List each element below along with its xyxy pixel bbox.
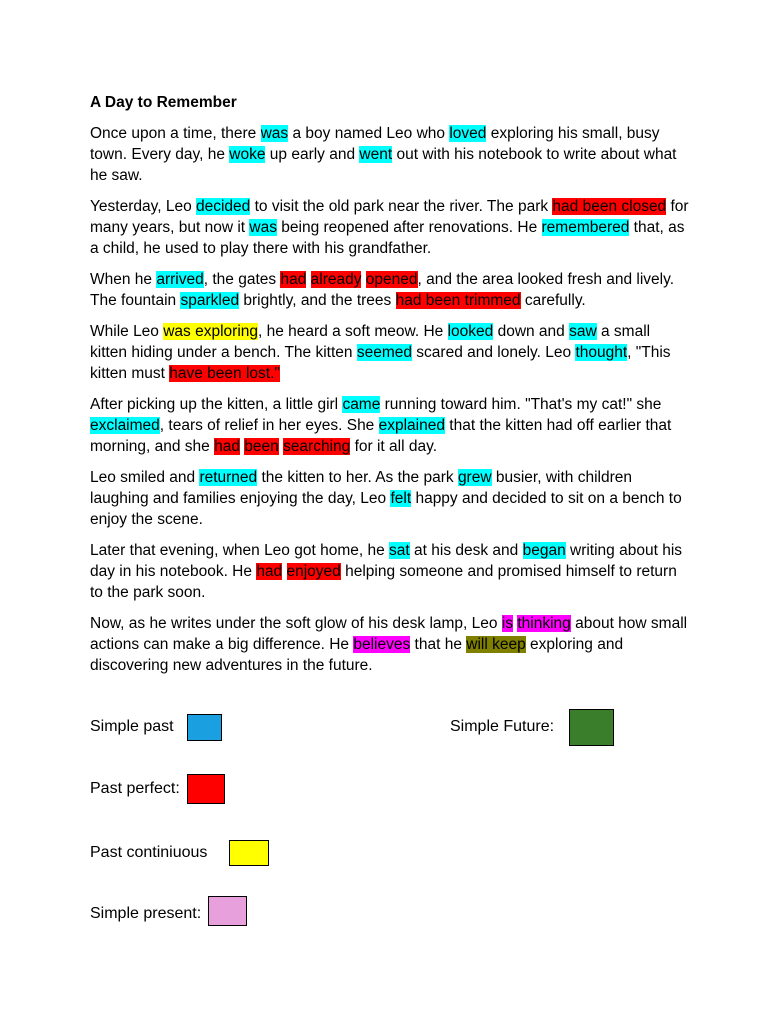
highlighted-verb: was exploring [163, 323, 259, 340]
highlighted-verb: arrived [156, 271, 204, 288]
highlighted-verb: had been trimmed [395, 292, 521, 309]
story-paragraph [90, 394, 690, 457]
legend-simple-past [90, 712, 174, 742]
story-paragraph [90, 196, 690, 259]
text-run: Now, as he writes under the soft glow of his desk lamp, Leo [90, 615, 502, 632]
simple-future-swatch [569, 709, 614, 746]
text-run: Leo smiled and [90, 469, 200, 486]
highlighted-verb: exclaimed [90, 417, 160, 434]
text-run: for many years, but now it [90, 198, 689, 236]
highlighted-verb: believes [353, 636, 411, 653]
highlighted-verb: woke [229, 146, 266, 163]
text-run: the kitten to her. As the park [257, 469, 458, 486]
text-run: busier, with children laughing and families enjoying the day, Leo [90, 469, 632, 507]
text-run: for it all day. [350, 438, 437, 455]
highlighted-verb: opened [365, 271, 418, 288]
text-run: about how small actions can make a big difference. He [90, 615, 688, 653]
text-run: After picking up the kitten, a little girl [90, 396, 343, 413]
highlighted-verb: returned [199, 469, 258, 486]
story-paragraph [90, 269, 690, 311]
text-run: out with his notebook to write about what he saw. [90, 146, 677, 184]
legend-label: Simple present: [90, 905, 202, 922]
text-run: carefully. [520, 292, 586, 309]
text-run: a small kitten hiding under a bench. The kitten [90, 323, 651, 361]
story-text [90, 123, 690, 676]
highlighted-verb: is [501, 615, 514, 632]
text-run: Later that evening, when Leo got home, he [90, 542, 390, 559]
highlighted-verb: already [310, 271, 362, 288]
highlighted-verb: decided [196, 198, 251, 215]
text-run: While Leo [90, 323, 164, 340]
story-paragraph [90, 321, 690, 384]
highlighted-verb: remembered [541, 219, 630, 236]
highlighted-verb: thinking [517, 615, 571, 632]
text-run: helping someone and promised himself to return to the park soon. [90, 563, 677, 601]
legend-simple-future [450, 712, 554, 742]
text-run: writing about his day in his notebook. He [90, 542, 683, 580]
highlighted-verb: searching [283, 438, 351, 455]
legend-label: Simple Future: [450, 718, 555, 735]
highlighted-verb: saw [569, 323, 597, 340]
highlighted-verb: had [256, 563, 283, 580]
text-run: at his desk and [409, 542, 523, 559]
text-run: scared and lonely. Leo [412, 344, 576, 361]
document-title: A Day to Remember [90, 94, 237, 111]
highlighted-verb: was [249, 219, 277, 236]
text-run [306, 271, 310, 288]
highlighted-verb: had [280, 271, 307, 288]
highlighted-verb: looked [447, 323, 494, 340]
highlighted-verb: had been closed [552, 198, 667, 215]
legend-simple-present [90, 899, 201, 929]
text-run: exploring his small, busy town. Every day, he [90, 125, 660, 163]
document-body [90, 93, 690, 686]
highlighted-verb: seemed [356, 344, 412, 361]
text-run: a boy named Leo who [288, 125, 450, 142]
highlighted-verb: began [522, 542, 566, 559]
highlighted-verb: enjoyed [286, 563, 341, 580]
legend-label: Simple past [90, 718, 174, 735]
story-paragraph [90, 613, 690, 676]
text-run: , he heard a soft meow. He [258, 323, 448, 340]
highlighted-verb: thought [575, 344, 628, 361]
highlighted-verb: sat [389, 542, 410, 559]
past-perfect-swatch [187, 774, 225, 804]
highlighted-verb: was [260, 125, 289, 142]
text-run: up early and [265, 146, 360, 163]
text-run: , tears of relief in her eyes. She [159, 417, 379, 434]
text-run [282, 563, 286, 580]
legend-label: Past continiuous [90, 844, 208, 861]
highlighted-verb: sparkled [180, 292, 240, 309]
highlighted-verb: been [244, 438, 279, 455]
highlighted-verb: had [214, 438, 240, 455]
text-run: When he [90, 271, 157, 288]
text-run: , the gates [203, 271, 281, 288]
text-run: being reopened after renovations. He [276, 219, 542, 236]
legend-past-perfect [90, 774, 180, 804]
text-run: down and [493, 323, 570, 340]
simple-present-swatch [208, 896, 247, 926]
highlighted-verb: will keep [466, 636, 526, 653]
text-run: exploring and discovering new adventures in the future. [90, 636, 624, 674]
highlighted-verb: came [342, 396, 381, 413]
text-run: brightly, and the trees [239, 292, 396, 309]
simple-past-swatch [187, 714, 222, 741]
text-run: Yesterday, Leo [90, 198, 196, 215]
legend-past-continuous [90, 838, 207, 868]
text-run: , "This kitten must [90, 344, 671, 382]
highlighted-verb: explained [378, 417, 445, 434]
legend-label: Past perfect: [90, 780, 180, 797]
highlighted-verb: have been lost." [169, 365, 280, 382]
text-run: to visit the old park near the river. The park [250, 198, 553, 215]
highlighted-verb: went [359, 146, 393, 163]
past-continuous-swatch [229, 840, 269, 866]
text-run: that, as a child, he used to play there with his grandfather. [90, 219, 685, 257]
highlighted-verb: loved [449, 125, 487, 142]
text-run: happy and decided to sit on a bench to enjoy the scene. [90, 490, 682, 528]
text-run: that the kitten had off earlier that morning, and she [90, 417, 672, 455]
text-run: that he [410, 636, 467, 653]
highlighted-verb: felt [390, 490, 412, 507]
highlighted-verb: grew [457, 469, 492, 486]
text-run: running toward him. "That's my cat!" she [380, 396, 662, 413]
text-run: , and the area looked fresh and lively. The fountain [90, 271, 675, 309]
story-paragraph [90, 123, 690, 186]
story-paragraph [90, 467, 690, 530]
text-run: Once upon a time, there [90, 125, 261, 142]
story-paragraph [90, 540, 690, 603]
